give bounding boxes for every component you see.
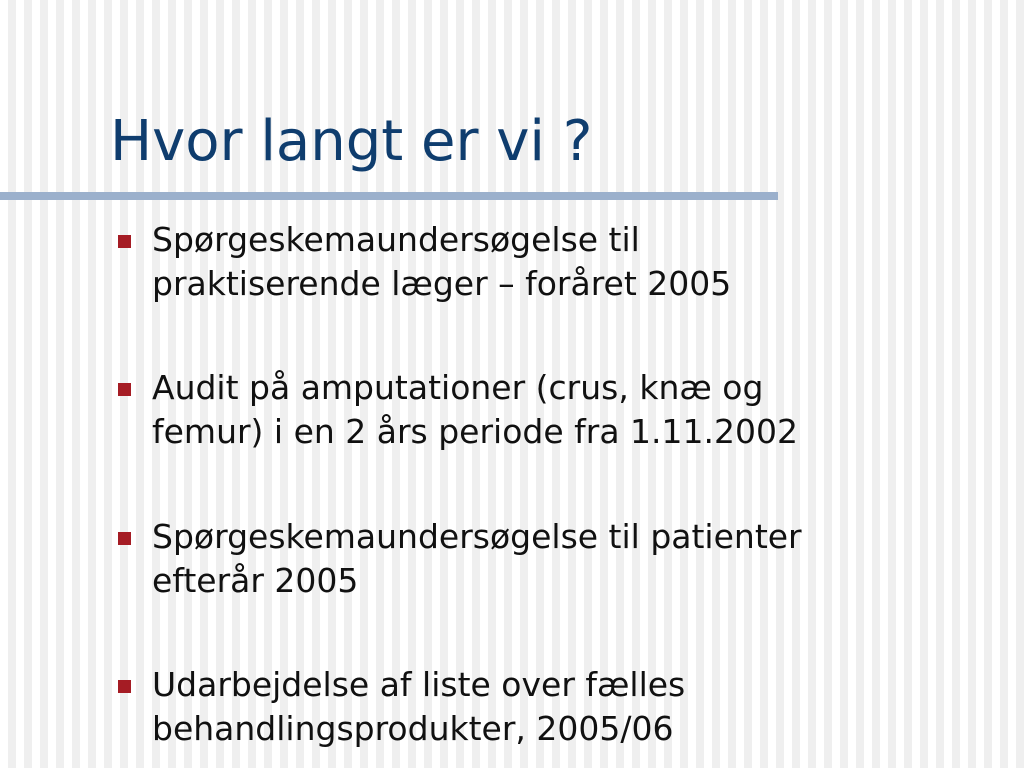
bullet-line: behandlingsprodukter, 2005/06 [152, 709, 674, 748]
square-bullet-icon [118, 235, 131, 248]
bullet-text [152, 515, 972, 603]
square-bullet-icon [118, 532, 131, 545]
bullet-line: Spørgeskemaundersøgelse til patienter [152, 517, 802, 556]
bullet-line: femur) i en 2 års periode fra 1.11.2002 [152, 412, 798, 451]
bullet-line: efterår 2005 [152, 561, 359, 600]
bullet-line: Audit på amputationer (crus, knæ og [152, 368, 764, 407]
bullet-text [152, 366, 972, 454]
bullet-line: Spørgeskemaundersøgelse til [152, 220, 640, 259]
square-bullet-icon [118, 680, 131, 693]
title-underline [0, 192, 778, 200]
bullet-text [152, 663, 972, 751]
bullet-line: praktiserende læger – foråret 2005 [152, 264, 732, 303]
square-bullet-icon [118, 383, 131, 396]
bullet-text [152, 218, 972, 306]
bullet-line: Udarbejdelse af liste over fælles [152, 665, 686, 704]
slide-title: Hvor langt er vi ? [110, 109, 593, 174]
